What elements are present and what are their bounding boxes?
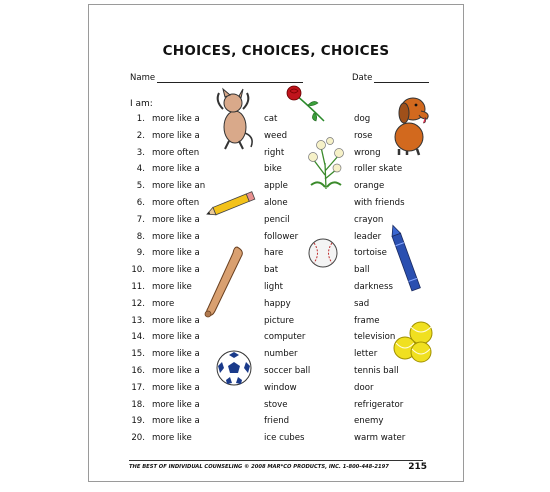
row-phrase: more like a [152, 366, 200, 376]
first-choice: picture [264, 315, 295, 326]
second-choice: rose [354, 130, 373, 141]
first-choice: hare [264, 248, 284, 259]
rose-icon [284, 81, 328, 125]
choice-row [89, 178, 463, 194]
soccer-ball-icon [215, 349, 253, 387]
row-phrase: more like a [152, 399, 200, 410]
choice-row [89, 363, 463, 379]
row-number: 17. [131, 382, 145, 393]
worksheet-page [88, 4, 464, 482]
row-number: 5. [136, 181, 145, 192]
second-choice: orange [354, 181, 385, 192]
row-phrase: more like a [152, 231, 200, 242]
row-phrase: more often [152, 198, 200, 208]
copyright-text: THE BEST OF INDIVIDUAL COUNSELING © 2008 MAR*CO PRODUCTS, INC. 1-800-448-2197 [129, 464, 389, 470]
row-number: 15. [131, 349, 145, 360]
first-choice: follower [264, 231, 299, 242]
first-choice: window [264, 382, 297, 393]
second-choice: warm water [354, 433, 406, 444]
first-choice: right [264, 147, 285, 158]
row-number: 14. [131, 332, 145, 343]
pencil-icon [205, 189, 259, 219]
row-phrase: more like a [152, 382, 200, 393]
worksheet-title: CHOICES, CHOICES, CHOICES [162, 43, 390, 59]
crayon-icon [391, 223, 421, 297]
date-field-line [374, 82, 429, 83]
first-choice: happy [264, 298, 291, 309]
row-phrase: more like a [152, 114, 200, 124]
row-number: 1. [136, 114, 145, 124]
first-choice: alone [264, 198, 288, 208]
name-field-line [157, 82, 303, 83]
intro-text: I am: [130, 99, 153, 109]
second-choice: roller skate [354, 164, 403, 175]
second-choice: leader [354, 231, 382, 242]
row-phrase: more like a [152, 265, 200, 276]
first-choice: cat [264, 114, 278, 124]
second-choice: darkness [354, 282, 393, 292]
second-choice: letter [354, 349, 378, 360]
row-number: 16. [131, 366, 145, 376]
first-choice: soccer ball [264, 366, 311, 376]
row-number: 9. [136, 248, 145, 259]
row-phrase: more often [152, 147, 200, 158]
tennis-balls-icon [391, 317, 435, 363]
cat-icon [209, 87, 257, 151]
first-choice: friend [264, 416, 290, 427]
second-choice: tortoise [354, 248, 387, 259]
row-number: 8. [136, 231, 145, 242]
row-number: 2. [136, 130, 145, 141]
first-choice: bike [264, 164, 282, 175]
choice-row [89, 296, 463, 312]
choice-row [89, 161, 463, 177]
second-choice: frame [354, 315, 380, 326]
row-phrase: more like an [152, 181, 206, 192]
row-phrase: more like a [152, 164, 200, 175]
row-number: 10. [131, 265, 145, 276]
first-choice: bat [264, 265, 279, 276]
second-choice: wrong [354, 147, 381, 158]
choice-row [89, 413, 463, 429]
row-phrase: more like a [152, 248, 200, 259]
row-number: 12. [131, 298, 145, 309]
choice-row [89, 380, 463, 396]
row-number: 20. [131, 433, 145, 444]
second-choice: refrigerator [354, 399, 404, 410]
first-choice: stove [264, 399, 288, 410]
first-choice: computer [264, 332, 306, 343]
page-number: 215 [408, 462, 427, 472]
row-number: 6. [136, 198, 145, 208]
first-choice: weed [264, 130, 288, 141]
row-number: 18. [131, 399, 145, 410]
first-choice: ice cubes [264, 433, 305, 444]
second-choice: ball [354, 265, 370, 276]
first-choice: light [264, 282, 284, 292]
first-choice: pencil [264, 214, 290, 225]
page-footer [129, 460, 427, 475]
row-phrase: more like a [152, 130, 200, 141]
row-phrase: more like [152, 433, 192, 444]
row-phrase: more like a [152, 332, 200, 343]
weed-icon [301, 135, 351, 191]
choice-row [89, 430, 463, 446]
row-number: 4. [136, 164, 145, 175]
row-phrase: more like [152, 282, 192, 292]
second-choice: crayon [354, 214, 384, 225]
baseball-icon [307, 237, 339, 269]
row-phrase: more like a [152, 214, 200, 225]
row-number: 19. [131, 416, 145, 427]
second-choice: sad [354, 298, 370, 309]
second-choice: television [354, 332, 396, 343]
second-choice: with friends [354, 198, 405, 208]
row-number: 13. [131, 315, 145, 326]
row-number: 3. [136, 147, 145, 158]
name-label: Name [130, 73, 156, 83]
first-choice: apple [264, 181, 288, 192]
second-choice: dog [354, 114, 371, 124]
row-phrase: more [152, 298, 175, 309]
choice-row [89, 195, 463, 211]
row-phrase: more like a [152, 349, 200, 360]
first-choice: number [264, 349, 298, 360]
second-choice: enemy [354, 416, 384, 427]
second-choice: tennis ball [354, 366, 399, 376]
row-phrase: more like a [152, 315, 200, 326]
bat-icon [203, 245, 247, 319]
choice-row [89, 397, 463, 413]
second-choice: door [354, 382, 374, 393]
dog-icon [387, 91, 433, 157]
row-phrase: more like a [152, 416, 200, 427]
row-number: 7. [136, 214, 145, 225]
row-number: 11. [131, 282, 145, 292]
date-label: Date [352, 73, 373, 83]
